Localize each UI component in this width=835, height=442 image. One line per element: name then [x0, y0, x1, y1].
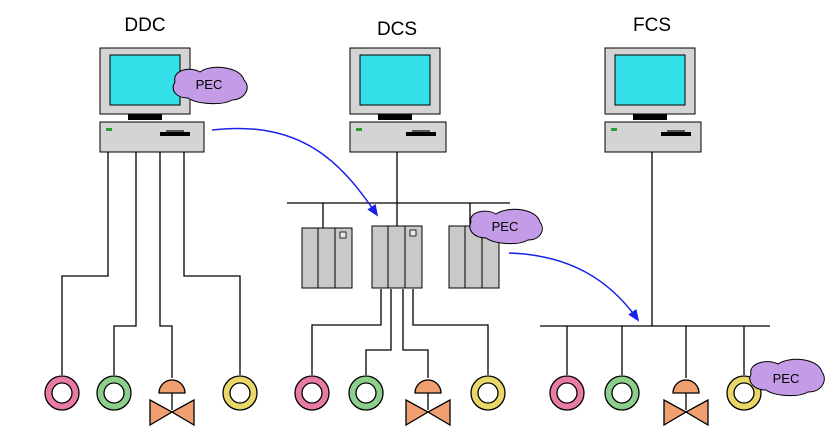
pec-bubble [173, 67, 247, 103]
ddc-wiring [62, 152, 240, 378]
ddc-computer-icon [100, 48, 204, 152]
pec-label: PEC [772, 371, 800, 386]
fcs-title: FCS [633, 15, 671, 36]
ddc-title: DDC [124, 15, 166, 36]
pec-label: PEC [491, 219, 519, 234]
flow-arrow [509, 253, 638, 320]
dcs-title: DCS [376, 19, 418, 40]
fcs-computer-icon [605, 48, 701, 152]
controller-cabinet-icon [302, 226, 499, 288]
fcs-wiring [540, 152, 770, 378]
dcs-computer-icon [350, 48, 446, 152]
pec-label: PEC [195, 77, 223, 92]
